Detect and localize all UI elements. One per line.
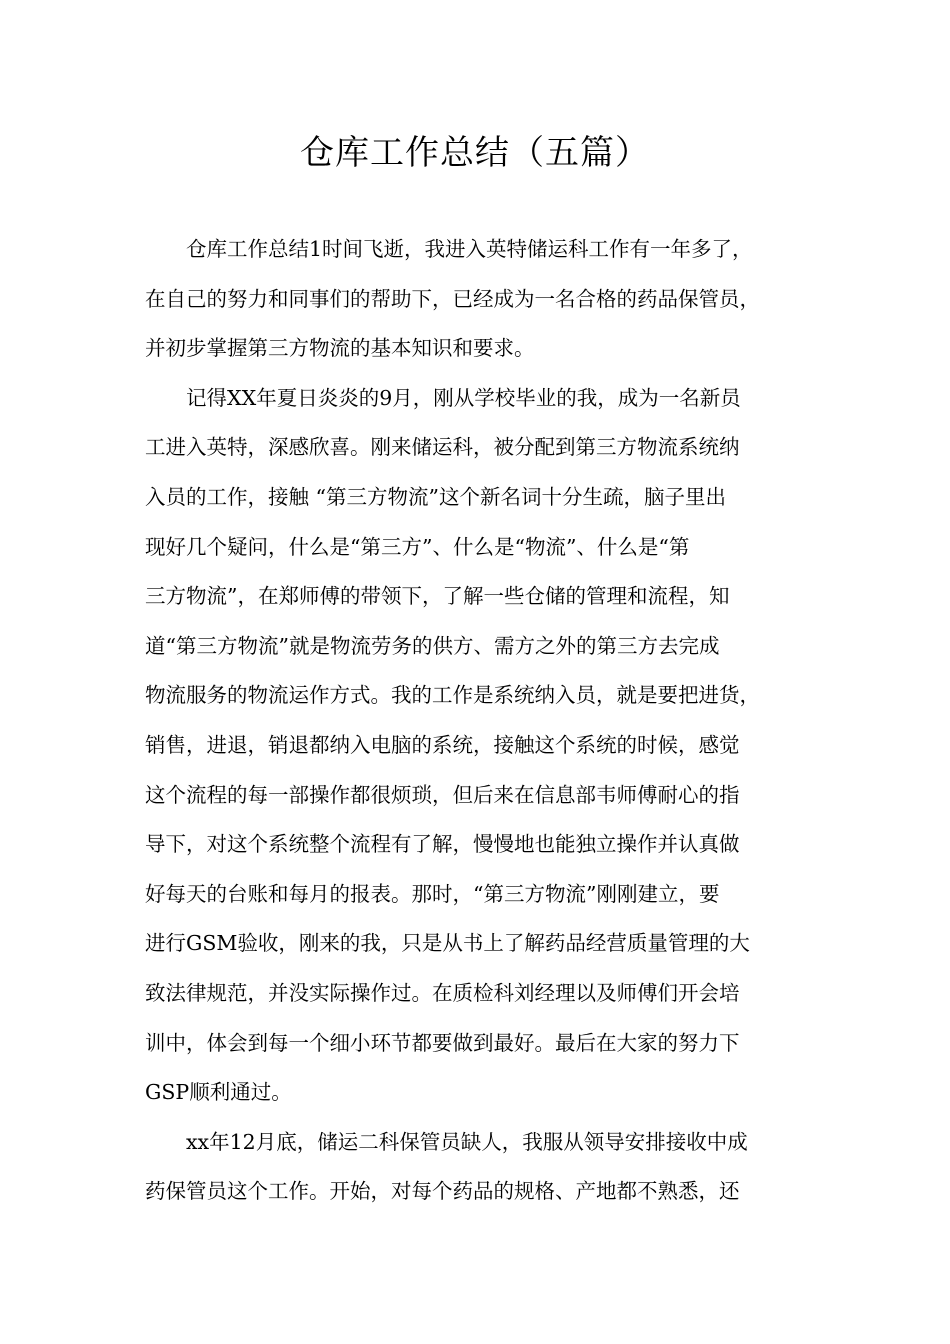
body-line: 三方物流”，在郑师傅的带领下，了解一些仓储的管理和流程，知 — [145, 584, 730, 609]
body-line: GSP顺利通过。 — [145, 1080, 292, 1105]
body-line: 仓库工作总结1时间飞逝，我进入英特储运科工作有一年多了， — [145, 237, 753, 261]
body-line: 工进入英特，深感欣喜。刚来储运科，被分配到第三方物流系统纳 — [145, 435, 740, 460]
body-line: 物流服务的物流运作方式。我的工作是系统纳入员，就是要把进货， — [145, 683, 760, 708]
body-line: 记得XX年夏日炎炎的9月，刚从学校毕业的我，成为一名新员 — [145, 385, 741, 410]
body-line: 致法律规范，并没实际操作过。在质检科刘经理以及师傅们开会培 — [145, 980, 740, 1005]
body-line: 导下，对这个系统整个流程有了解，慢慢地也能独立操作并认真做 — [145, 832, 740, 857]
body-line: 并初步掌握第三方物流的基本知识和要求。 — [145, 336, 535, 361]
body-line: 销售，进退，销退都纳入电脑的系统，接触这个系统的时候，感觉 — [145, 732, 740, 757]
body-line: 药保管员这个工作。开始，对每个药品的规格、产地都不熟悉，还 — [145, 1179, 740, 1204]
body-line: 好每天的台账和每月的报表。那时，“第三方物流”刚刚建立，要 — [145, 881, 720, 906]
body-line: 训中，体会到每一个细小环节都要做到最好。最后在大家的努力下 — [145, 1030, 740, 1055]
body-line: 现好几个疑问，什么是“第三方”、什么是“物流”、什么是“第 — [145, 534, 690, 559]
body-line: 道“第三方物流”就是物流劳务的供方、需方之外的第三方去完成 — [145, 633, 720, 658]
document-body — [145, 225, 825, 1217]
body-line: 在自己的努力和同事们的帮助下，已经成为一名合格的药品保管员， — [145, 286, 760, 311]
body-line: 入员的工作，接触 “第三方物流”这个新名词十分生疏，脑子里出 — [145, 484, 726, 509]
document-title: 仓库工作总结（五篇） — [300, 133, 650, 173]
body-line: 这个流程的每一部操作都很烦琐，但后来在信息部韦师傅耐心的指 — [145, 782, 740, 807]
body-line: 进行GSM验收，刚来的我，只是从书上了解药品经营质量管理的大 — [145, 931, 750, 956]
body-line: xx年12月底，储运二科保管员缺人，我服从领导安排接收中成 — [145, 1129, 748, 1154]
